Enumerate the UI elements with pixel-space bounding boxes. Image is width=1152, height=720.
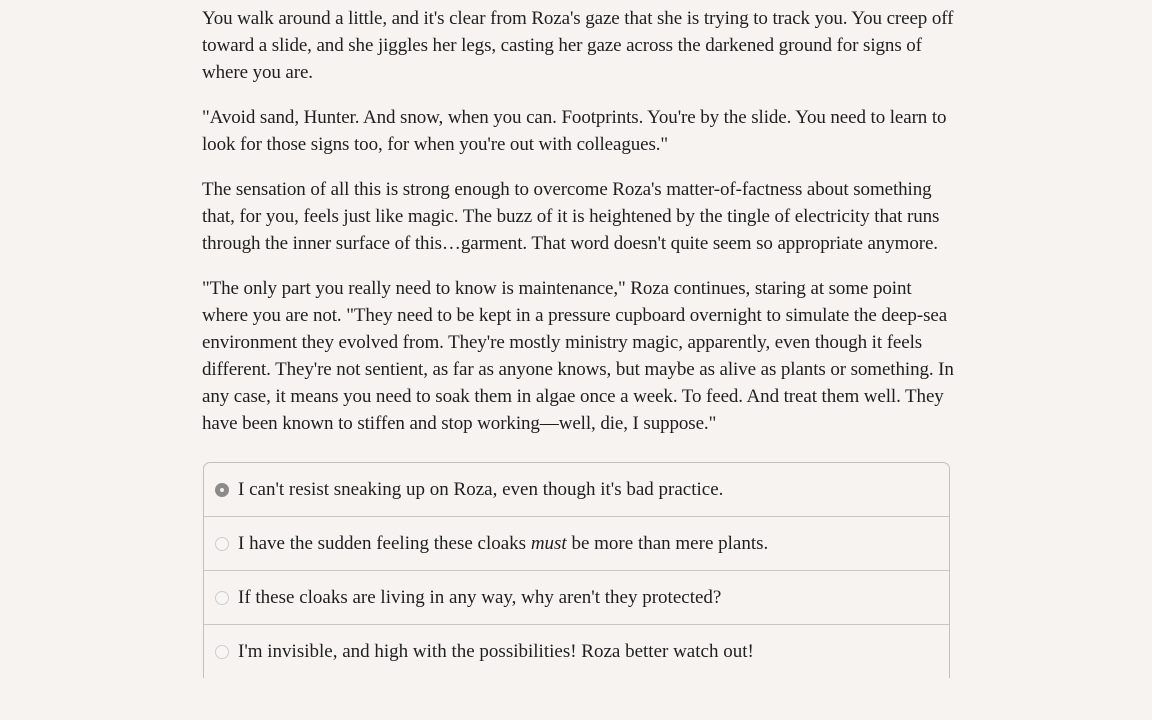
- choice-option-more-than-plants[interactable]: [204, 517, 949, 571]
- radio-unselected-icon[interactable]: [215, 537, 229, 551]
- story-paragraph: "Avoid sand, Hunter. And snow, when you can. Footprints. You're by the slide. You need to learn to look for those signs too, for when you're out with colleagues.": [202, 107, 947, 155]
- choice-label: If these cloaks are living in any way, why aren't they protected?: [238, 586, 722, 608]
- radio-selected-icon[interactable]: [215, 483, 229, 497]
- story-paragraph: The sensation of all this is strong enough to overcome Roza's matter-of-factness about something that, for you, feels just like magic. The buzz of it is heightened by the tingle of electricity that runs through the inner surface of this…garment. That word doesn't quite seem so appropriate anymore.: [202, 179, 940, 254]
- choice-label: I have the sudden feeling these cloaks must be more than mere plants.: [238, 532, 769, 554]
- choice-label: I can't resist sneaking up on Roza, even though it's bad practice.: [238, 478, 724, 500]
- radio-unselected-icon[interactable]: [215, 645, 229, 659]
- choice-list: [203, 462, 950, 678]
- game-page: [202, 5, 954, 678]
- radio-unselected-icon[interactable]: [215, 591, 229, 605]
- choice-label: I'm invisible, and high with the possibilities! Roza better watch out!: [238, 640, 754, 662]
- story-text: [202, 5, 954, 437]
- story-paragraph: "The only part you really need to know is maintenance," Roza continues, staring at some point where you are not. "They need to be kept in a pressure cupboard overnight to simulate the deep-sea environment they evolved from. They're mostly ministry magic, apparently, even though it feels different. They're not sentient, as far as anyone knows, but maybe as alive as plants or something. In any case, it means you need to soak them in algae once a week. To feed. And treat them well. They have been known to stiffen and stop working—well, die, I suppose.": [202, 278, 954, 434]
- story-paragraph: You walk around a little, and it's clear from Roza's gaze that she is trying to track you. You creep off toward a slide, and she jiggles her legs, casting her gaze across the darkened ground for signs of where you are.: [202, 8, 954, 83]
- choice-option-invisible[interactable]: [204, 625, 949, 678]
- choice-option-sneak-up[interactable]: [204, 463, 949, 517]
- choice-option-why-not-protected[interactable]: [204, 571, 949, 625]
